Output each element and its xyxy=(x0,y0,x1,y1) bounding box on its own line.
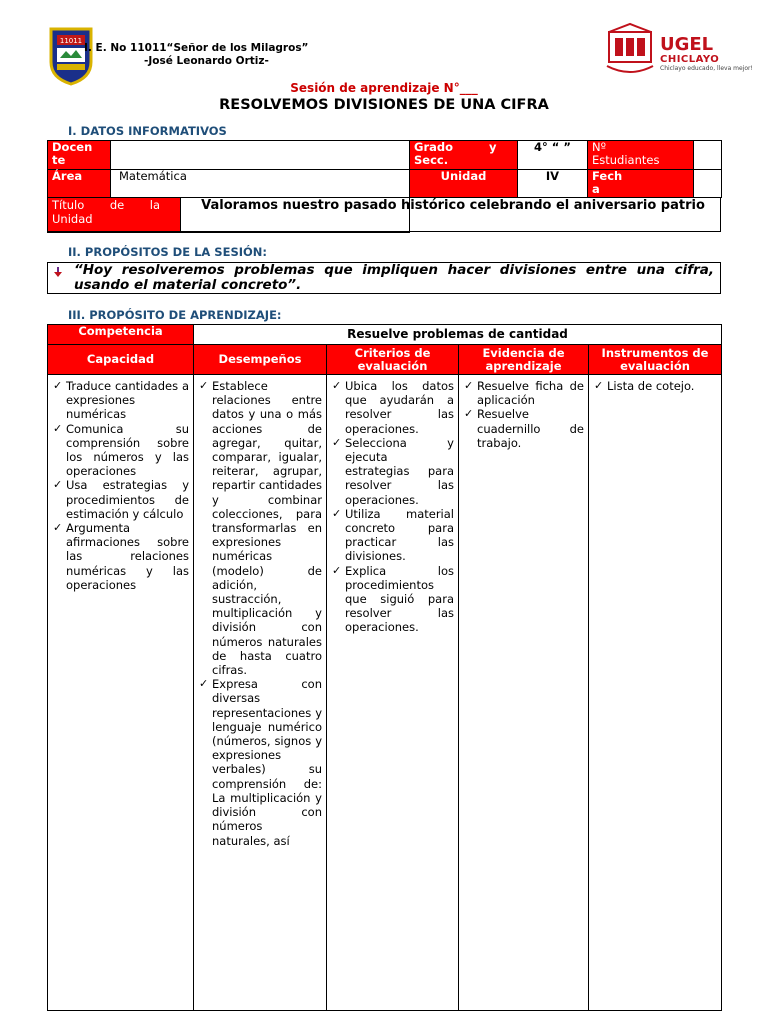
ugel-logo-text xyxy=(660,36,753,72)
section-heading-datos: I. DATOS INFORMATIVOS xyxy=(68,124,227,138)
titulo-unidad-value: Valoramos nuestro pasado histórico celebrando el aniversario patrio xyxy=(201,198,705,213)
arrow-down-icon xyxy=(52,266,64,278)
proposito-text: “Hoy resolveremos problemas que impliquen hacer divisiones entre una cifra, usando el material concreto”. xyxy=(74,262,714,293)
proposito-box xyxy=(47,262,721,294)
header-desempenos: Desempeños xyxy=(194,345,327,375)
list-item: ✓ Selecciona y ejecuta estrategias para resolver las operaciones. xyxy=(331,436,454,507)
competencia-value: Resuelve problemas de cantidad xyxy=(194,325,722,345)
datos-table xyxy=(47,140,722,233)
list-item: ✓ Expresa con diversas representaciones y lenguaje numérico (números, signos y expresiones verbales) su comprensión de: La multiplicación y división con números naturales, así xyxy=(198,677,322,847)
list-item: ✓ Resuelve ficha de aplicación xyxy=(463,379,584,407)
unidad-value: IV xyxy=(518,170,588,198)
unidad-label: Unidad xyxy=(410,170,518,198)
list-item: ✓ Lista de cotejo. xyxy=(593,379,717,393)
session-label: Sesión de aprendizaje N°___ xyxy=(290,81,478,95)
grado-label: Grado y Secc. xyxy=(410,141,518,170)
docente-value xyxy=(111,141,410,170)
area-label: Área xyxy=(48,170,111,198)
nro-estudiantes-label: Nº Estudiantes xyxy=(588,141,694,170)
crest-text: 11011 xyxy=(59,37,83,45)
docente-label: Docen te xyxy=(48,141,111,170)
list-item: ✓ Usa estrategias y procedimientos de estimación y cálculo xyxy=(52,478,189,521)
ugel-city: CHICLAYO xyxy=(660,54,720,65)
evidencia-cell xyxy=(459,375,589,1011)
list-item: ✓ Establece relaciones entre datos y una o más acciones de agregar, quitar, comparar, igualar, reiterar, agrupar, repartir cantidades y combinar colecciones, para transformarlas en expresiones numéricas (modelo) de adición, sustracción, multiplicación y división con números naturales de hasta cuatro cifras. xyxy=(198,379,322,677)
header-capacidad: Capacidad xyxy=(48,345,194,375)
school-subtitle: -José Leonardo Ortiz- xyxy=(144,55,269,67)
aprendizaje-table xyxy=(47,324,722,1011)
list-item: ✓ Resuelve cuadernillo de trabajo. xyxy=(463,407,584,450)
ugel-slogan: Chiclayo educado, lleva mejor! xyxy=(660,65,753,72)
header-evidencia: Evidencia de aprendizaje xyxy=(459,345,589,375)
ugel-crest-logo xyxy=(603,22,657,78)
page-title: RESOLVEMOS DIVISIONES DE UNA CIFRA xyxy=(219,97,549,113)
list-item: ✓ Ubica los datos que ayudarán a resolver las operaciones. xyxy=(331,379,454,436)
criterios-cell xyxy=(327,375,459,1011)
list-item: ✓ Traduce cantidades a expresiones numéricas xyxy=(52,379,189,422)
section-heading-aprendizaje: III. PROPÓSITO DE APRENDIZAJE: xyxy=(68,308,282,322)
area-value: Matemática xyxy=(111,170,410,198)
section-heading-propositos: II. PROPÓSITOS DE LA SESIÓN: xyxy=(68,245,267,259)
fecha-value xyxy=(694,170,722,198)
capacidad-cell xyxy=(48,375,194,1011)
nro-estudiantes-value xyxy=(694,141,722,170)
list-item: ✓ Utiliza material concreto para practicar las divisiones. xyxy=(331,507,454,564)
fecha-label: Fech a xyxy=(588,170,694,198)
list-item: ✓ Comunica su comprensión sobre los números y las operaciones xyxy=(52,422,189,479)
desempenos-cell xyxy=(194,375,327,1011)
titulo-unidad-label: Título de la Unidad xyxy=(48,198,181,232)
header-criterios: Criterios de evaluación xyxy=(327,345,459,375)
instrumentos-cell xyxy=(589,375,722,1011)
competencia-label: Competencia xyxy=(48,325,194,345)
list-item: ✓ Argumenta afirmaciones sobre las relaciones numéricas y las operaciones xyxy=(52,521,189,592)
ugel-name: UGEL xyxy=(660,34,714,55)
list-item: ✓ Explica los procedimientos que siguió para resolver las operaciones. xyxy=(331,564,454,635)
header-instrumentos: Instrumentos de evaluación xyxy=(589,345,722,375)
school-name: I. E. No 11011“Señor de los Milagros” xyxy=(84,42,309,54)
grado-value: 4° “ ” xyxy=(518,141,588,170)
